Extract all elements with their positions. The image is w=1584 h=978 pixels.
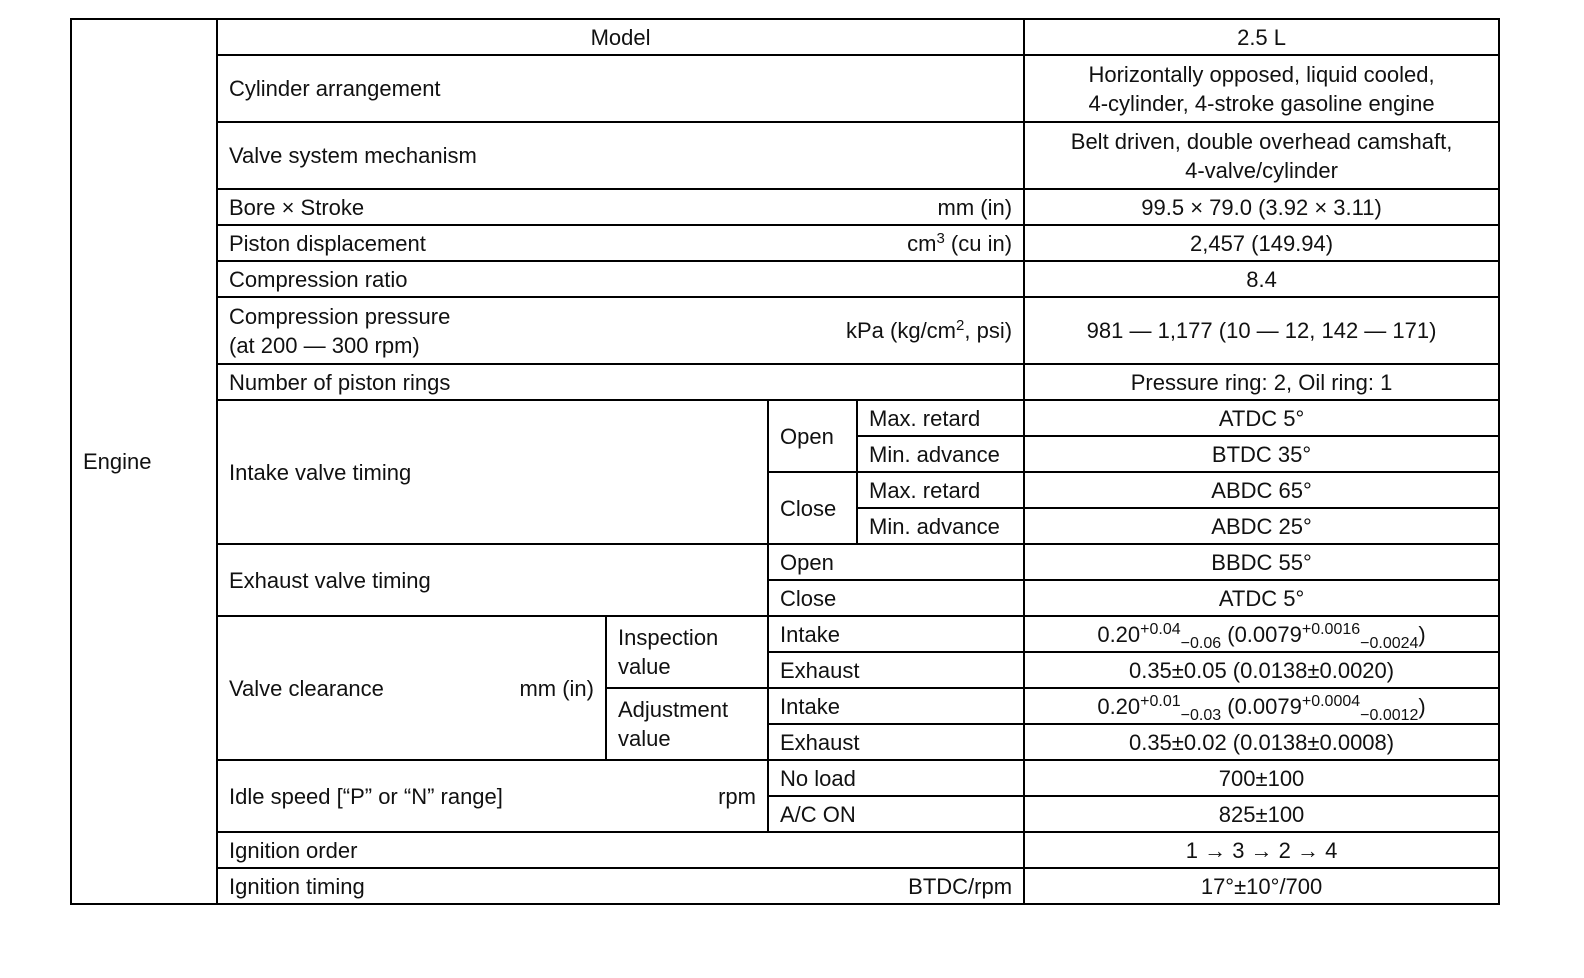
- clearance-sub-label: Exhaust: [768, 652, 1024, 688]
- row-piston-rings: [71, 364, 1499, 400]
- idle-speed-unit: rpm: [718, 783, 756, 809]
- row-compression-ratio: [71, 261, 1499, 297]
- intake-value: ATDC 5°: [1024, 400, 1499, 436]
- row-displacement: [71, 225, 1499, 261]
- clearance-sub-label: Intake: [768, 688, 1024, 724]
- valve-system-value-line2: 4-valve/cylinder: [1185, 157, 1338, 183]
- row-exhaust-open: [71, 544, 1499, 580]
- intake-sub-label: Min. advance: [857, 508, 1024, 544]
- intake-value: BTDC 35°: [1024, 436, 1499, 472]
- valve-system-value-line1: Belt driven, double overhead camshaft,: [1070, 128, 1453, 154]
- intake-value: ABDC 65°: [1024, 472, 1499, 508]
- intake-close-label: Close: [768, 472, 857, 544]
- row-cylinder-arrangement: [71, 55, 1499, 122]
- compression-pressure-label: Compression pressure (at 200 — 300 rpm): [229, 303, 451, 358]
- compression-pressure-value: 981 — 1,177 (10 — 12, 142 — 171): [1024, 297, 1499, 364]
- clearance-adj-exhaust-value: 0.35±0.02 (0.0138±0.0008): [1024, 724, 1499, 760]
- idle-value: 700±100: [1024, 760, 1499, 796]
- intake-sub-label: Max. retard: [857, 472, 1024, 508]
- row-compression-pressure: [71, 297, 1499, 364]
- displacement-label: Piston displacement: [229, 230, 426, 256]
- ignition-order-label: Ignition order: [217, 832, 1024, 868]
- valve-system-value: [1024, 122, 1499, 189]
- exhaust-timing-label: Exhaust valve timing: [217, 544, 768, 616]
- idle-speed-label: Idle speed [“P” or “N” range]: [229, 783, 503, 809]
- model-label: Model: [217, 19, 1024, 55]
- row-model: [71, 19, 1499, 55]
- exhaust-value: ATDC 5°: [1024, 580, 1499, 616]
- engine-label: Engine: [71, 19, 217, 904]
- clearance-sub-label: Exhaust: [768, 724, 1024, 760]
- bore-stroke-unit: mm (in): [937, 194, 1013, 220]
- cylinder-value-line1: Horizontally opposed, liquid cooled,: [1088, 61, 1435, 87]
- compression-ratio-value: 8.4: [1024, 261, 1499, 297]
- row-ignition-order: [71, 832, 1499, 868]
- row-idle-no-load: [71, 760, 1499, 796]
- compression-pressure-unit: kPa ($kg/cm^2$, psi): [845, 317, 1013, 343]
- valve-clearance-label: Valve clearance: [229, 675, 384, 701]
- exhaust-value: BBDC 55°: [1024, 544, 1499, 580]
- row-bore-stroke: [71, 189, 1499, 225]
- cylinder-label: Cylinder arrangement: [217, 55, 1024, 122]
- clearance-adj-intake-value: $0.20^{+0.01}_{-0.03}$ $(0.0079^{+0.0004}_{-0.0012})$: [1024, 688, 1499, 724]
- idle-sub-label: No load: [768, 760, 1024, 796]
- row-ignition-timing: [71, 868, 1499, 904]
- intake-timing-label: Intake valve timing: [217, 400, 768, 544]
- ignition-timing-label: Ignition timing: [229, 873, 365, 899]
- valve-clearance-unit: mm (in): [519, 675, 594, 701]
- intake-open-label: Open: [768, 400, 857, 472]
- intake-sub-label: Min. advance: [857, 436, 1024, 472]
- compression-ratio-label: Compression ratio: [217, 261, 1024, 297]
- displacement-value: 2,457 (149.94): [1024, 225, 1499, 261]
- clearance-insp-intake-value: $0.20^{+0.04}_{-0.06}$ $(0.0079^{+0.0016}_{-0.0024})$: [1024, 616, 1499, 652]
- clearance-insp-exhaust-value: 0.35±0.05 (0.0138±0.0020): [1024, 652, 1499, 688]
- bore-stroke-value: 99.5 × 79.0 (3.92 × 3.11): [1024, 189, 1499, 225]
- idle-value: 825±100: [1024, 796, 1499, 832]
- row-clearance-insp-intake: [71, 616, 1499, 652]
- piston-rings-value: Pressure ring: 2, Oil ring: 1: [1024, 364, 1499, 400]
- ignition-order-value: 1 → 3 → 2 → 4: [1024, 832, 1499, 868]
- exhaust-sub-label: Close: [768, 580, 1024, 616]
- exhaust-sub-label: Open: [768, 544, 1024, 580]
- clearance-sub-label: Intake: [768, 616, 1024, 652]
- model-value: 2.5 L: [1024, 19, 1499, 55]
- displacement-unit: $cm^3$ (cu in): [907, 229, 1013, 256]
- adjustment-value-label: Adjustment value: [606, 688, 768, 760]
- ignition-timing-unit: BTDC/rpm: [908, 873, 1013, 899]
- engine-spec-table: [70, 18, 1500, 905]
- idle-sub-label: A/C ON: [768, 796, 1024, 832]
- intake-value: ABDC 25°: [1024, 508, 1499, 544]
- row-intake-open-retard: [71, 400, 1499, 436]
- ignition-timing-value: 17°±10°/700: [1024, 868, 1499, 904]
- row-valve-system: [71, 122, 1499, 189]
- piston-rings-label: Number of piston rings: [217, 364, 1024, 400]
- valve-system-label: Valve system mechanism: [217, 122, 1024, 189]
- cylinder-value-line2: 4-cylinder, 4-stroke gasoline engine: [1088, 90, 1435, 116]
- cylinder-value: [1024, 55, 1499, 122]
- intake-sub-label: Max. retard: [857, 400, 1024, 436]
- bore-stroke-label: Bore × Stroke: [229, 194, 365, 220]
- inspection-value-label: Inspection value: [606, 616, 768, 688]
